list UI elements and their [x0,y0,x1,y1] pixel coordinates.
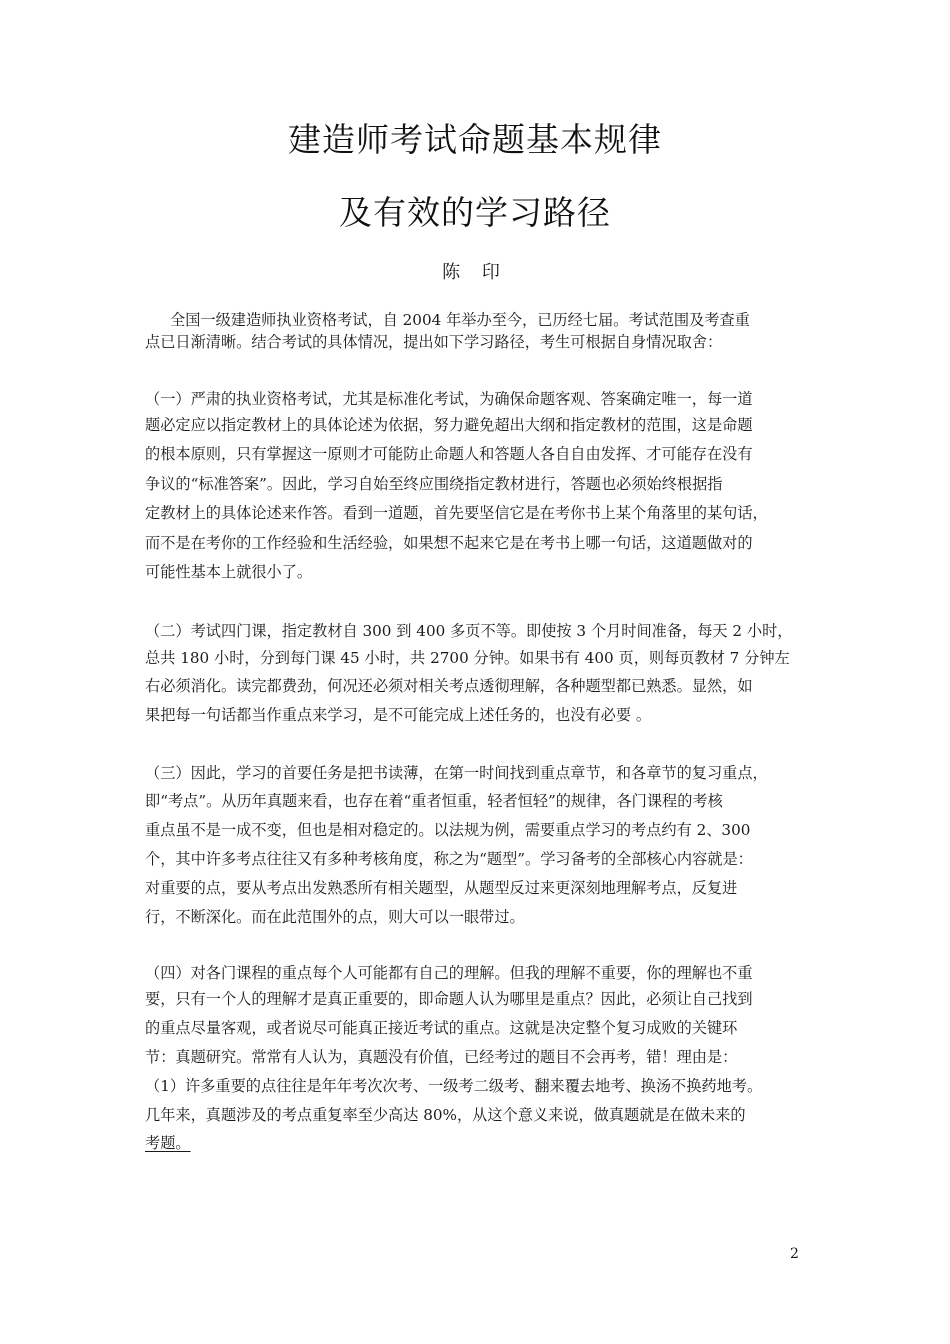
text-line: 行，不断深化。而在此范围外的点，则大可以一眼带过。 [145,908,525,926]
text-line: 个，其中许多考点往往又有多种考核角度，称之为“题型”。学习备考的全部核心内容就是： [145,850,753,868]
text-line: 定教材上的具体论述来作答。看到一道题，首先要坚信它是在考你书上某个角落里的某句话， [145,504,768,522]
title-line-1: 建造师考试命题基本规律 [288,120,662,159]
text-line: （1）许多重要的点往往是年年考次次考、一级考二级考、翻来覆去地考、换汤不换药地考。 [145,1077,763,1095]
text-line: 全国一级建造师执业资格考试，自 2004 年举办至今，已历经七届。考试范围及考查重 [170,311,750,329]
text-line: 对重要的点，要从考点出发熟悉所有相关题型，从题型反过来更深刻地理解考点，反复进 [145,879,738,897]
text-line: 而不是在考你的工作经验和生活经验，如果想不起来它是在考书上哪一句话，这道题做对的 [145,534,753,552]
text-line: 的重点尽量客观，或者说尽可能真正接近考试的重点。这就是决定整个复习成败的关键环 [145,1019,738,1037]
text-line: 点已日渐清晰。结合考试的具体情况，提出如下学习路径，考生可根据自身情况取舍： [145,333,723,351]
page-number: 2 [790,1246,799,1262]
text-line: 右必须消化。读完都费劲，何况还必须对相关考点透彻理解，各种题型都已熟悉。显然，如 [145,677,753,695]
text-line: 即“考点”。从历年真题来看，也存在着“重者恒重，轻者恒轻”的规律，各门课程的考核 [145,792,723,810]
text-line: 的根本原则，只有掌握这一原则才可能防止命题人和答题人各自自由发挥、才可能存在没有 [145,445,753,463]
text-line: 考题。 [145,1134,191,1152]
author: 陈 印 [442,262,508,283]
text-line: 要，只有一个人的理解才是真正重要的，即命题人认为哪里是重点？因此，必须让自己找到 [145,990,753,1008]
text-line: （四）对各门课程的重点每个人可能都有自己的理解。但我的理解不重要，你的理解也不重 [145,964,753,982]
text-line: 题必定应以指定教材上的具体论述为依据，努力避免超出大纲和指定教材的范围，这是命题 [145,416,753,434]
text-line: 总共 180 小时，分到每门课 45 小时，共 2700 分钟。如果书有 400 页，则每页教材 7 分钟左 [145,649,790,667]
title-line-2: 及有效的学习路径 [339,193,611,232]
text-line: （二）考试四门课，指定教材自 300 到 400 多页不等。即使按 3 个月时间准备，每天 2 小时， [145,622,793,640]
text-line: 可能性基本上就很小了。 [145,563,313,581]
text-line: 几年来，真题涉及的考点重复率至少高达 80%，从这个意义来说，做真题就是在做未来的 [145,1106,746,1124]
text-line: 争议的“标准答案”。因此，学习自始至终应围绕指定教材进行，答题也必须始终根据指 [145,475,723,493]
text-line: 节：真题研究。常常有人认为，真题没有价值，已经考过的题目不会再考，错！理由是： [145,1048,738,1066]
text-line: 重点虽不是一成不变，但也是相对稳定的。以法规为例，需要重点学习的考点约有 2、300 [145,821,751,839]
text-line: 果把每一句话都当作重点来学习，是不可能完成上述任务的，也没有必要 。 [145,706,652,724]
text-line: （三）因此，学习的首要任务是把书读薄，在第一时间找到重点章节，和各章节的复习重点， [145,764,768,782]
text-line: （一）严肃的执业资格考试，尤其是标准化考试，为确保命题客观、答案确定唯一，每一道 [145,390,753,408]
